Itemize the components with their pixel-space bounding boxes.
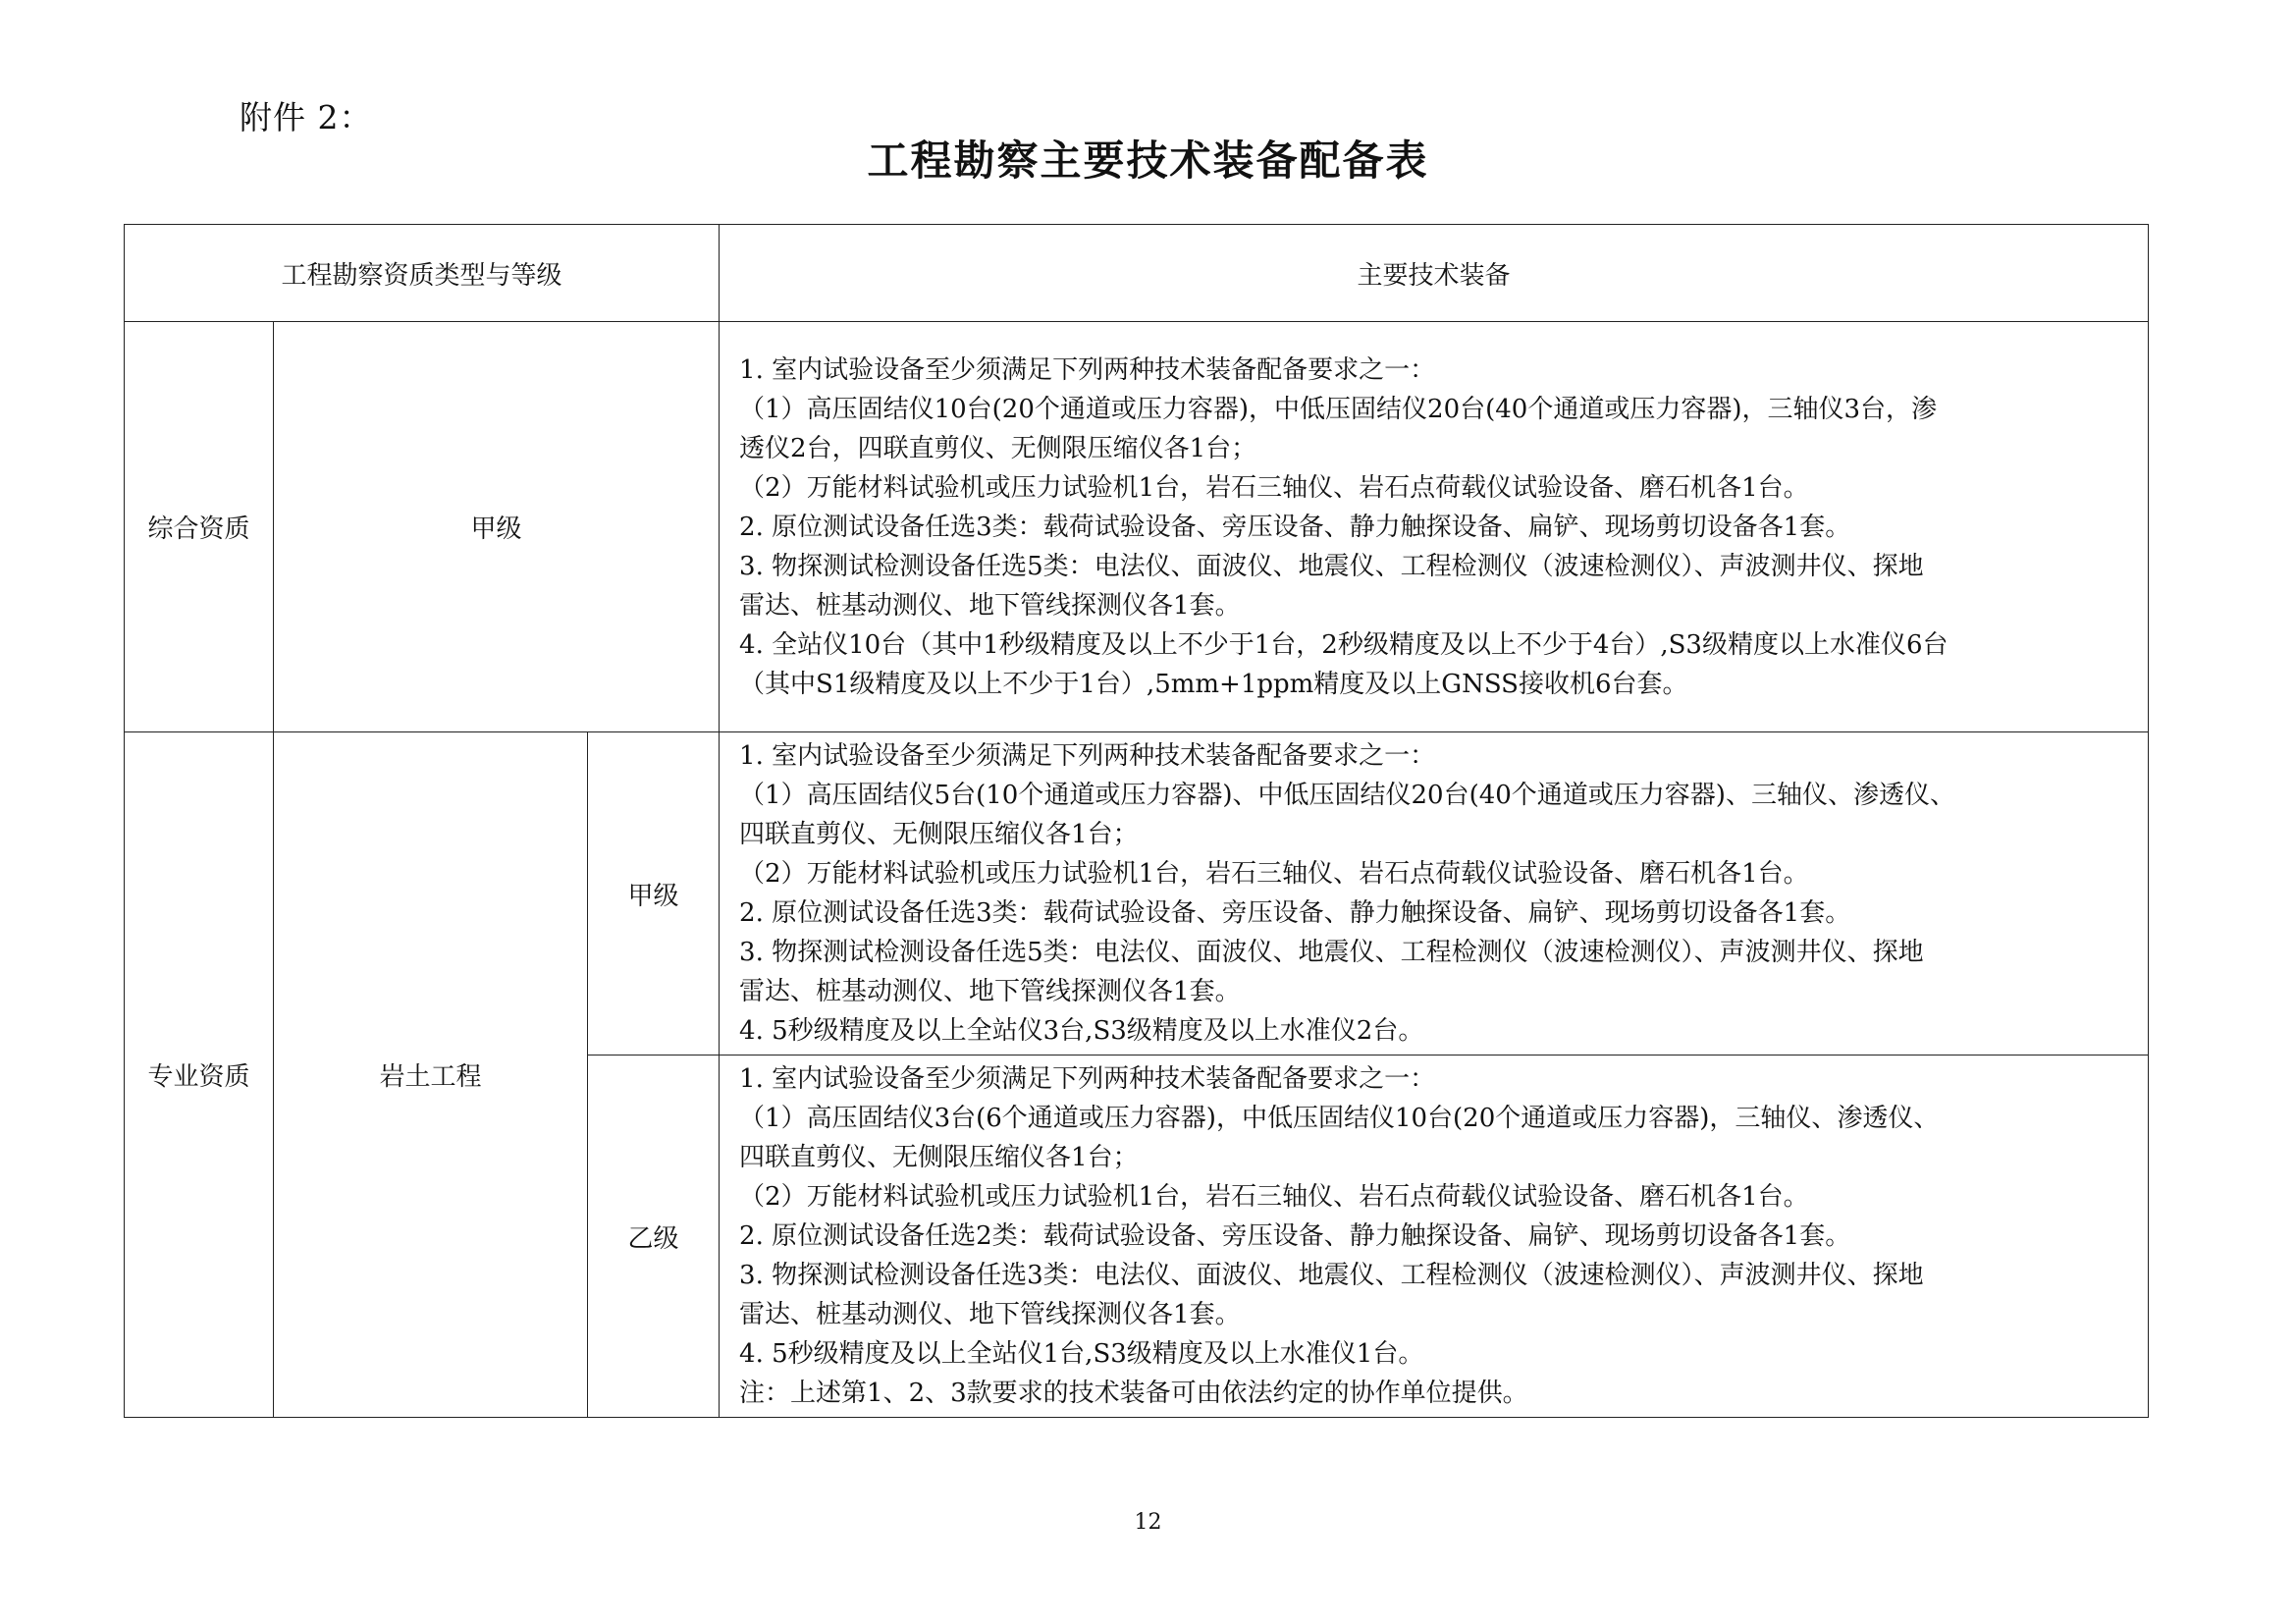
equipment-line: （1）高压固结仪5台(10个通道或压力容器)、中低压固结仪20台(40个通道或压力容器)、三轴仪、渗透仪、 [739, 781, 1955, 810]
grade-b-equipment [720, 1056, 2149, 1418]
equipment-line: （1）高压固结仪3台(6个通道或压力容器)，中低压固结仪10台(20个通道或压力容器)，三轴仪、渗透仪、 [739, 1104, 1940, 1133]
equipment-line: 透仪2台，四联直剪仪、无侧限压缩仪各1台； [739, 433, 1257, 463]
equipment-line: 1. 室内试验设备至少须满足下列两种技术装备配备要求之一： [739, 741, 1436, 771]
equipment-line: 3. 物探测试检测设备任选3类：电法仪、面波仪、地震仪、工程检测仪（波速检测仪）、声波测井仪、探地 [739, 1261, 1924, 1290]
equipment-line: 四联直剪仪、无侧限压缩仪各1台； [739, 820, 1139, 849]
specialized-field: 岩土工程 [274, 732, 588, 1418]
equipment-line: 雷达、桩基动测仪、地下管线探测仪各1套。 [739, 590, 1241, 621]
document-title: 工程勘察主要技术装备配备表 [867, 136, 1429, 185]
equipment-line: 4. 全站仪10台（其中1秒级精度及以上不少于1台，2秒级精度及以上不少于4台）,S3级精度以上水准仪6台 [739, 629, 1949, 660]
equipment-line: 3. 物探测试检测设备任选5类：电法仪、面波仪、地震仪、工程检测仪（波速检测仪）、声波测井仪、探地 [739, 551, 1924, 581]
equipment-line: （2）万能材料试验机或压力试验机1台，岩石三轴仪、岩石点荷载仪试验设备、磨石机各1台。 [739, 1182, 1809, 1212]
equipment-line: （1）高压固结仪10台(20个通道或压力容器)，中低压固结仪20台(40个通道或压力容器)，三轴仪3台，渗 [739, 394, 1938, 424]
equipment-line: 1. 室内试验设备至少须满足下列两种技术装备配备要求之一： [739, 1064, 1436, 1094]
equipment-line: 1. 室内试验设备至少须满足下列两种技术装备配备要求之一： [739, 354, 1436, 385]
header-equipment: 主要技术装备 [720, 225, 2149, 322]
header-row [125, 225, 2149, 322]
grade-b-label: 乙级 [588, 1056, 720, 1418]
comprehensive-grade: 甲级 [274, 322, 720, 732]
grade-a-label: 甲级 [588, 732, 720, 1056]
header-qualification: 工程勘察资质类型与等级 [125, 225, 720, 322]
equipment-line: 4. 5秒级精度及以上全站仪3台,S3级精度及以上水准仪2台。 [739, 1016, 1424, 1046]
comprehensive-row [125, 322, 2149, 732]
equipment-line: （其中S1级精度及以上不少于1台）,5mm+1ppm精度及以上GNSS接收机6台套。 [739, 669, 1688, 699]
equipment-line: 2. 原位测试设备任选3类：载荷试验设备、旁压设备、静力触探设备、扁铲、现场剪切设备各1套。 [739, 898, 1851, 928]
equipment-line: （2）万能材料试验机或压力试验机1台，岩石三轴仪、岩石点荷载仪试验设备、磨石机各1台。 [739, 859, 1809, 889]
specialized-type: 专业资质 [125, 732, 274, 1418]
comprehensive-equipment [720, 322, 2149, 732]
grade-a-equipment [720, 732, 2149, 1056]
equipment-line: 雷达、桩基动测仪、地下管线探测仪各1套。 [739, 1300, 1241, 1329]
page-number: 12 [1134, 1510, 1162, 1535]
equipment-line: （2）万能材料试验机或压力试验机1台，岩石三轴仪、岩石点荷载仪试验设备、磨石机各1台。 [739, 472, 1809, 503]
attachment-label: 附件 2： [240, 98, 373, 136]
comprehensive-type: 综合资质 [125, 322, 274, 732]
equipment-line: 4. 5秒级精度及以上全站仪1台,S3级精度及以上水准仪1台。 [739, 1339, 1424, 1369]
equipment-table [124, 224, 2149, 1418]
note-line: 注：上述第1、2、3款要求的技术装备可由依法约定的协作单位提供。 [739, 1379, 1528, 1408]
equipment-line: 2. 原位测试设备任选2类：载荷试验设备、旁压设备、静力触探设备、扁铲、现场剪切设备各1套。 [739, 1221, 1851, 1251]
equipment-line: 四联直剪仪、无侧限压缩仪各1台； [739, 1143, 1139, 1172]
equipment-line: 2. 原位测试设备任选3类：载荷试验设备、旁压设备、静力触探设备、扁铲、现场剪切设备各1套。 [739, 512, 1851, 542]
equipment-line: 3. 物探测试检测设备任选5类：电法仪、面波仪、地震仪、工程检测仪（波速检测仪）、声波测井仪、探地 [739, 938, 1924, 967]
equipment-line: 雷达、桩基动测仪、地下管线探测仪各1套。 [739, 977, 1241, 1006]
specialized-grade-a-row [125, 732, 2149, 1056]
